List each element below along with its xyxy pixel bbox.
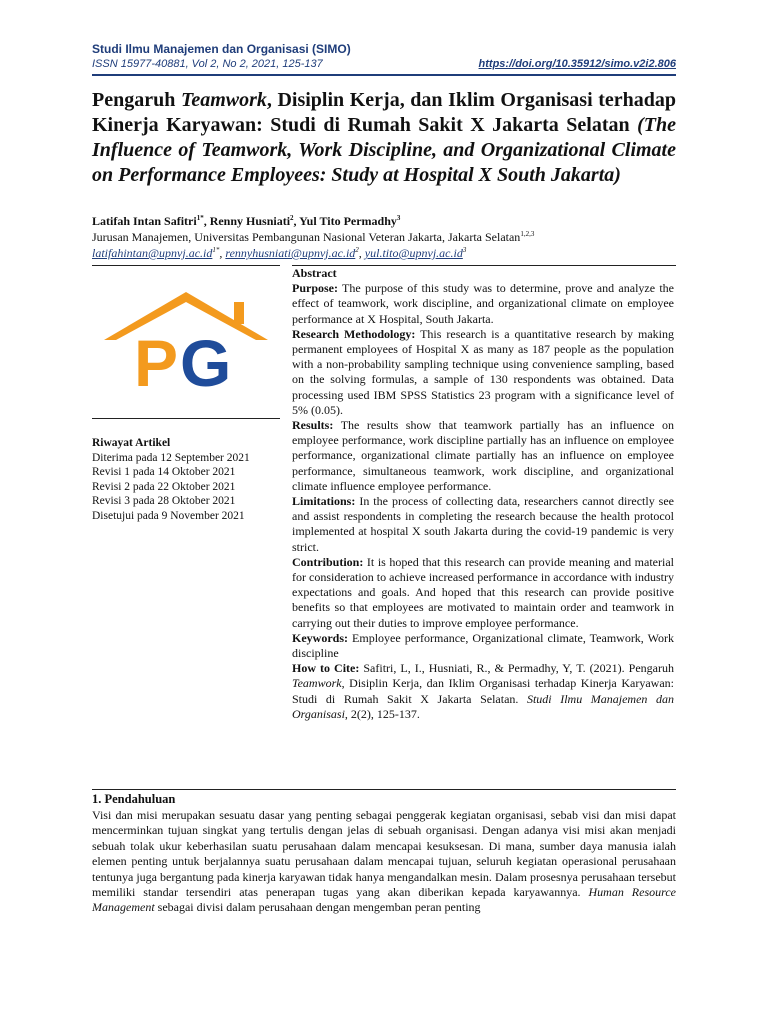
cite-italic-teamwork: Teamwork — [292, 676, 342, 691]
cite-part3: , 2(2), 125-137. — [344, 706, 420, 721]
contribution-label: Contribution: — [292, 554, 364, 569]
method-text: This research is a quantitative research by making permanent employees of Hospital X as many as 187 people as the population with a non-probability sampling technique using convenience sampling, based on the solving formulas, a sample of 130 respondents was obtained. Data processing used IBM SPSS Statistics 23 program with a significance level of 5% (0.05). — [292, 326, 674, 417]
issn-text: ISSN 15977-40881, Vol 2, No 2, 2021, 125-137 — [92, 58, 323, 70]
abstract-heading: Abstract — [292, 266, 337, 280]
author-1-sup: 1* — [196, 214, 204, 222]
history-item: Revisi 2 pada 22 Oktober 2021 — [92, 480, 236, 493]
author-3-sup: 3 — [396, 214, 401, 222]
affiliation — [92, 230, 534, 245]
section-heading: 1. Pendahuluan — [92, 792, 176, 806]
cite-journal: Studi Ilmu Manajemen dan Organisasi — [292, 691, 674, 721]
cite-label: How to Cite: — [292, 661, 360, 676]
title-part2: , Disiplin Kerja, dan Iklim Organisasi terhadap Kinerja Karyawan: Studi di Rumah Sakit X Jakarta Selatan — [92, 89, 676, 136]
keywords-text: Employee performance, Organizational climate, Teamwork, Work discipline — [292, 630, 674, 661]
abstract — [292, 266, 674, 722]
history-item: Revisi 1 pada 14 Oktober 2021 — [92, 466, 236, 478]
left-top-rule — [92, 265, 280, 266]
doi-link[interactable]: https://doi.org/10.35912/simo.v2i2.806 — [478, 58, 676, 70]
keywords-label: Keywords: — [292, 630, 348, 645]
email-3-sup: 3 — [462, 246, 467, 254]
history-heading: Riwayat Artikel — [92, 437, 171, 449]
logo-letter-p: P — [134, 326, 179, 390]
affiliation-text: Jurusan Manajemen, Universitas Pembangunan Nasional Veteran Jakarta, Jakarta Selatan — [92, 230, 521, 244]
title-english: (The Influence of Teamwork, Work Discipline, and Organizational Climate on Performance Employees: Study at Hospital X South Jakarta) — [92, 114, 676, 186]
history-item: Diterima pada 12 September 2021 — [92, 451, 250, 464]
introduction-paragraph — [92, 808, 676, 916]
email-2[interactable]: rennyhusniati@upnvj.ac.id — [225, 246, 356, 260]
journal-name: Studi Ilmu Manajemen dan Organisasi (SIMO) — [92, 42, 351, 56]
abstract-purpose — [292, 281, 674, 327]
abstract-contribution — [292, 555, 674, 631]
cite-part2: , Disiplin Kerja, dan Iklim Organisasi terhadap Kinerja Karyawan: Studi di Rumah Sakit X Jakarta Selatan. — [292, 676, 674, 706]
purpose-text: The purpose of this study was to determine, prove and analyze the effect of teamwork, work discipline, and organizational climate on employee performance at X Hospital, South Jakarta. — [292, 281, 674, 326]
publisher-logo — [104, 290, 268, 390]
abstract-method — [292, 327, 674, 418]
limitations-label: Limitations: — [292, 494, 356, 509]
title-italic-teamwork: Teamwork — [180, 89, 267, 111]
email-list: $latifahintan@upnvj.ac.id^{1*}$, $rennyhusniati@upnvj.ac.id^2$, $yul.tito@upnvj.ac.id^3$ — [92, 246, 467, 260]
title-part1: Pengaruh — [92, 89, 181, 111]
email-1-sup: 1* — [212, 246, 220, 254]
abstract-limitations — [292, 494, 674, 555]
logo-chimney — [234, 302, 244, 324]
author-2: , Renny Husniati — [203, 214, 291, 228]
intro-text: Visi dan misi merupakan sesuatu dasar yang penting sebagai penggerak kegiatan organisasi, sebab visi dan misi dapat mencerminkan tujuan singkat yang tertulis dengan jelas di sebuah organisasi. Dengan adanya visi misi akan menjadi sebuah tolak ukur keberhasilan suatu perusahaan dalam mencapai kesuksesan. Di mana, sumber daya manusia ialah elemen penting untuk berjalannya suatu perusahaan dalam mencapai tujuan, seluruh kegiatan operasional perusahaan tentunya juga bergantung pada kinerja karyawan tidak hanya mengandalkan mesin. Dalam prosesnya perusahaan tersebut memiliki standar tersendiri atas penerapan tugas yang akan diberikan kepada karyawannya. — [92, 808, 676, 900]
left-mid-rule — [92, 418, 280, 419]
email-2-sup: 2 — [355, 246, 359, 254]
purpose-label: Purpose: — [292, 281, 338, 296]
history-item: Revisi 3 pada 28 Oktober 2021 — [92, 495, 236, 507]
author-1: Latifah Intan Safitri — [92, 214, 197, 228]
method-label: Research Methodology: — [292, 326, 416, 341]
intro-italic-hrm: Human Resource Management — [92, 885, 676, 915]
abstract-keywords — [292, 631, 674, 661]
results-label: Results: — [292, 418, 334, 433]
article-title — [92, 88, 676, 188]
article-history — [92, 436, 280, 523]
email-3[interactable]: yul.tito@upnvj.ac.id — [364, 246, 463, 260]
header-rule — [92, 74, 676, 76]
issn-line — [92, 58, 676, 70]
results-text: The results show that teamwork partially has an influence on employee performance, work discipline partially has an influence on employee performance, organizational climate partially has an influence on employee performance, simultaneous teamwork, work discipline, and organizational climate influence employee performance. — [292, 418, 674, 493]
abstract-citation — [292, 661, 674, 722]
email-1[interactable]: latifahintan@upnvj.ac.id — [92, 246, 213, 260]
contribution-text: It is hoped that this research can provide meaning and material for consideration to achieve increased performance in accordance with industry expectations and goals. And hoped that this research can provide positive benefits so that employees are motivated to maintain order and teamwork in carrying out their duties to improve employee performance. — [292, 554, 674, 630]
limitations-text: In the process of collecting data, researchers cannot directly see and assist respondents in completing the research because the health protocol implemented at hospital X south Jakarta during the covid-19 pandemic is very strict. — [292, 494, 674, 554]
columns-bottom-rule — [92, 789, 676, 790]
logo-letter-g: G — [180, 326, 232, 390]
affiliation-sup: 1,2,3 — [520, 230, 535, 238]
author-list — [92, 214, 400, 229]
history-item: Disetujui pada 9 November 2021 — [92, 509, 245, 522]
author-2-sup: 2 — [290, 214, 294, 222]
author-3: , Yul Tito Permadhy — [293, 214, 397, 228]
intro-text-end: sebagai divisi dalam perusahaan dengan mengemban peran penting — [154, 900, 481, 915]
abstract-results — [292, 418, 674, 494]
cite-part1: Safitri, L, I., Husniati, R., & Permadhy, Y, T. (2021). Pengaruh — [359, 661, 674, 676]
